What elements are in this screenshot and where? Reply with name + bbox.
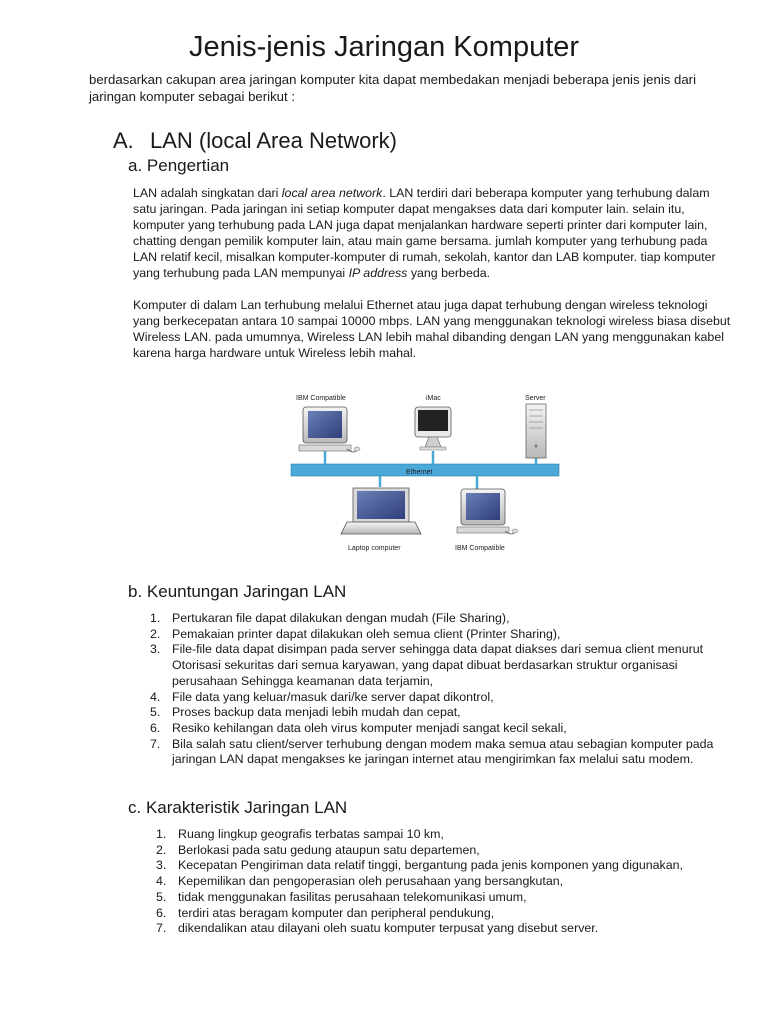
ibm-compatible-bottom-icon: [455, 489, 518, 552]
imac-icon: [415, 395, 451, 450]
list-item-number: 3.: [150, 642, 161, 657]
label-ibm-bottom: IBM Compatible: [455, 545, 505, 552]
list-item-number: 7.: [150, 736, 161, 751]
list-item: [150, 642, 740, 689]
label-server: Server: [525, 395, 546, 402]
pengertian-paragraph-1: LAN adalah singkatan dari local area network. LAN terdiri dari beberapa komputer yang terhubung dalam satu jaringan. Pada jaringan ini setiap komputer dapat mengakses data dari komputer lain. selain itu, komputer yang terhubung pada LAN juga dapat menjalankan hardware seperti printer dari komputer lain, chatting dengan pemilik komputer lain, atau main game bersama. jumlah komputer yang terhubung pada LAN relatif kecil, misalkan komputer-komputer di rumah, sekolah, kantor dan LAB komputer. tiap komputer yang terhubung pada LAN mempunyai IP address yang berbeda.: [133, 186, 716, 280]
list-item-text: Pemakaian printer dapat dilakukan oleh semua client (Printer Sharing),: [172, 626, 561, 641]
list-item-text: Resiko kehilangan data oleh virus komputer menjadi sangat kecil sekali,: [172, 720, 567, 735]
list-item-number: 7.: [156, 921, 167, 936]
list-item-text: Bila salah satu client/server terhubung dengan modem maka semua atau sebagian komputer pada jaringan LAN dapat mengakses ke jaringan internet atau mengirimkan fax melalui satu modem.: [172, 736, 714, 767]
server-icon: [525, 395, 546, 458]
list-item: [156, 858, 716, 874]
list-item-text: Berlokasi pada satu gedung ataupun satu departemen,: [178, 842, 480, 857]
list-item-number: 1.: [156, 827, 167, 841]
list-item: [150, 721, 740, 737]
list-item: [156, 890, 716, 906]
section-a-heading: [113, 127, 397, 155]
list-item-text: dikendalikan atau dilayani oleh suatu komputer terpusat yang disebut server.: [178, 921, 599, 936]
list-item: [150, 737, 740, 768]
list-item-number: 1.: [150, 611, 161, 625]
list-item: [150, 705, 740, 721]
list-item-text: tidak menggunakan fasilitas perusahaan telekomunikasi umum,: [178, 889, 527, 904]
list-item: [150, 690, 740, 706]
list-item-number: 6.: [150, 720, 161, 735]
list-item: [156, 874, 716, 890]
list-item-text: File data yang keluar/masuk dari/ke server dapat dikontrol,: [172, 689, 494, 704]
list-item-text: Kepemilikan dan pengoperasian oleh perusahaan yang bersangkutan,: [178, 874, 564, 889]
list-item: [156, 843, 716, 859]
label-ibm-top: IBM Compatible: [296, 395, 346, 402]
list-item-number: 5.: [150, 705, 161, 720]
section-a-title: LAN (local Area Network): [150, 128, 397, 153]
label-laptop: Laptop computer: [348, 545, 401, 552]
section-a-number: A.: [113, 128, 134, 153]
list-item: [156, 827, 716, 843]
list-item-number: 2.: [156, 842, 167, 857]
list-item: [156, 906, 716, 922]
list-item-text: File-file data dapat disimpan pada server sehingga data dapat diakses dari semua client menurut Otorisasi sekuritas dari semua karyawan, yang dapat dibuat berdasarkan struktur organisasi perusahaan Sehingga keamanan data terjamin,: [172, 642, 704, 688]
list-item-number: 4.: [150, 689, 161, 704]
keuntungan-heading: b. Keuntungan Jaringan LAN: [128, 582, 347, 601]
list-item-number: 3.: [156, 858, 167, 873]
ibm-compatible-top-icon: [296, 395, 360, 452]
laptop-computer-icon: [341, 488, 421, 552]
pengertian-heading: a. Pengertian: [128, 156, 230, 175]
list-item-text: terdiri atas beragam komputer dan peripheral pendukung,: [178, 905, 495, 920]
list-item-number: 6.: [156, 905, 167, 920]
pengertian-text: [133, 185, 733, 361]
pengertian-paragraph-2: Komputer di dalam Lan terhubung melalui Ethernet atau juga dapat terhubung dengan wireless teknologi yang berkecepatan antara 10 sampai 10000 mbps. LAN yang menggunakan teknologi wireless biasa disebut Wireless LAN. pada umumnya, Wireless LAN lebih mahal dibanding dengan LAN yang menggunakan kabel karena harga hardware untuk Wireless lebih mahal.: [133, 298, 731, 360]
karakteristik-list: [156, 827, 716, 937]
list-item: [156, 921, 716, 937]
list-item-text: Ruang lingkup geografis terbatas sampai 10 km,: [178, 827, 444, 841]
list-item-text: Kecepatan Pengiriman data relatif tinggi, bergantung pada jenis komponen yang digunakan,: [178, 858, 683, 873]
list-item-text: Pertukaran file dapat dilakukan dengan mudah (File Sharing),: [172, 611, 510, 625]
lan-network-diagram: [285, 391, 567, 557]
list-item: [150, 611, 740, 627]
keuntungan-list: [150, 611, 740, 768]
list-item-number: 4.: [156, 874, 167, 889]
list-item-number: 5.: [156, 889, 167, 904]
ethernet-bus: [291, 464, 559, 476]
label-imac: iMac: [426, 395, 441, 402]
list-item: [150, 627, 740, 643]
list-item-text: Proses backup data menjadi lebih mudah dan cepat,: [172, 705, 461, 720]
intro-text: berdasarkan cakupan area jaringan komputer kita dapat membedakan menjadi beberapa jenis jenis dari jaringan komputer sebagai berikut :: [89, 72, 696, 104]
page-title: Jenis-jenis Jaringan Komputer: [188, 31, 580, 63]
list-item-number: 2.: [150, 626, 161, 641]
karakteristik-heading: c. Karakteristik Jaringan LAN: [128, 798, 348, 817]
label-ethernet: Ethernet: [406, 469, 433, 476]
